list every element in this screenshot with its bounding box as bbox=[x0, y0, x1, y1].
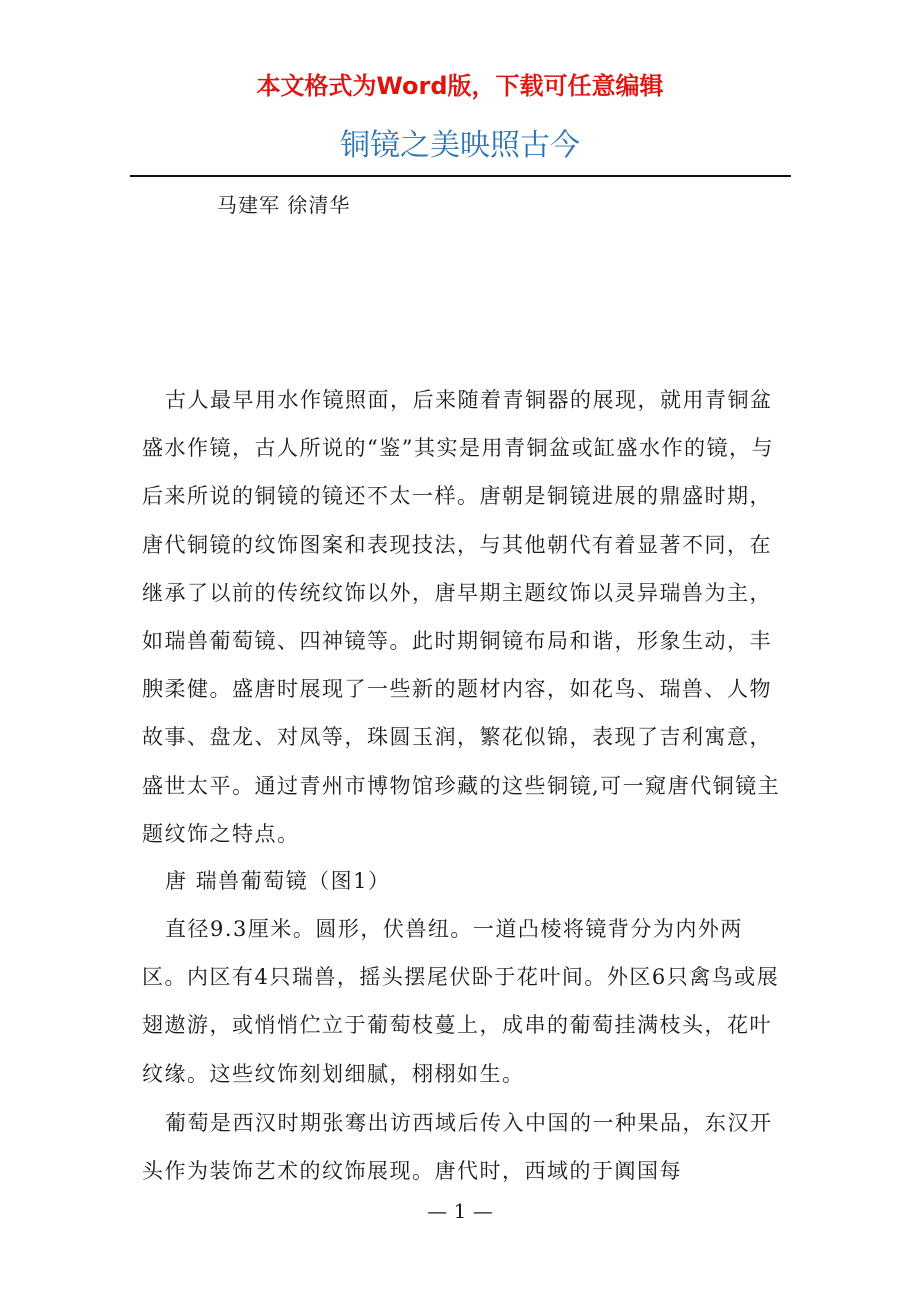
body-paragraph-2: 直径9.3厘米。圆形，伏兽纽。一道凸棱将镜背分为内外两区。内区有4只瑞兽，摇头摆尾伏卧于花叶间。外区6只禽鸟或展翅遨游，或悄悄伫立于葡萄枝蔓上，成串的葡萄挂满枝头，花叶纹缘。这些纹饰刻划细腻，栩栩如生。 bbox=[142, 917, 780, 1086]
figure-caption: 唐 瑞兽葡萄镜（图1） bbox=[165, 869, 391, 893]
body-paragraph-3: 葡萄是西汉时期张骞出访西域后传入中国的一种果品，东汉开头作为装饰艺术的纹饰展现。唐代时，西域的于阗国每 bbox=[142, 1111, 773, 1184]
page-number: — 1 — bbox=[427, 1199, 493, 1223]
author-byline: 马建军 徐清华 bbox=[217, 193, 351, 217]
body-paragraph-1: 古人最早用水作镜照面，后来随着青铜器的展现，就用青铜盆盛水作镜，古人所说的“鉴”其实是用青铜盆或缸盛水作的镜，与后来所说的铜镜的镜还不太一样。唐朝是铜镜进展的鼎盛时期，唐代铜镜的纹饰图案和表现技法，与其他朝代有着显著不同，在继承了以前的传统纹饰以外，唐早期主题纹饰以灵异瑞兽为主，如瑞兽葡萄镜、四神镜等。此时期铜镜布局和谐，形象生动，丰腴柔健。盛唐时展现了一些新的题材内容，如花鸟、瑞兽、人物故事、盘龙、对凤等，珠圆玉润，繁花似锦，表现了吉利寓意，盛世太平。通过青州市博物馆珍藏的这些铜镜,可一窥唐代铜镜主题纹饰之特点。 bbox=[142, 388, 781, 846]
format-notice-banner: 本文格式为Word版，下载可任意编辑 bbox=[256, 72, 664, 100]
page-title: 铜镜之美映照古今 bbox=[340, 128, 580, 163]
title-divider bbox=[130, 175, 791, 177]
